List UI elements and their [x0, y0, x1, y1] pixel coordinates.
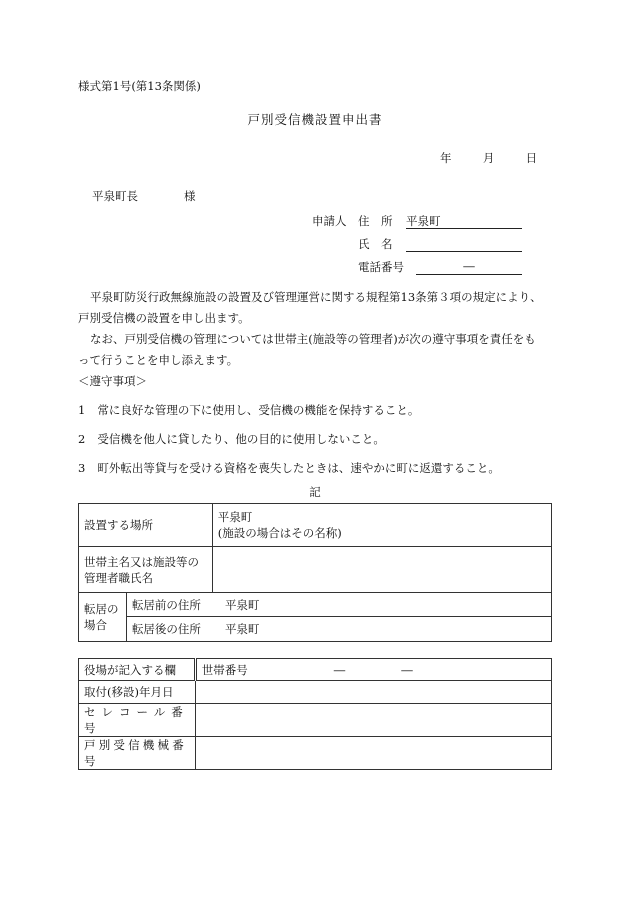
- address-field[interactable]: [406, 213, 522, 229]
- rule-item: [78, 400, 550, 421]
- table-row: [79, 704, 552, 737]
- ki-heading: 記: [309, 485, 321, 499]
- household-separator-1: ―: [333, 662, 346, 677]
- cellcall-number-label: セレコール番号: [79, 704, 196, 737]
- rule-text: 町外転出等貸与を受ける資格を喪失したときは、速やかに町に返還すること。: [97, 461, 500, 475]
- page-title: 戸別受信機設置申出書: [247, 112, 383, 127]
- name-underline: [406, 236, 522, 252]
- date-day: 日: [525, 151, 538, 165]
- date-year: 年: [440, 151, 452, 165]
- table-row: [79, 681, 552, 704]
- body-text: [78, 287, 550, 479]
- table-row: [79, 504, 552, 547]
- cellcall-number-field[interactable]: [195, 704, 551, 737]
- date-line: [440, 150, 537, 166]
- receiver-number-field[interactable]: [195, 737, 551, 770]
- body-line-4: って行うことを申し添えます。: [78, 353, 239, 367]
- household-number-field[interactable]: [195, 659, 551, 681]
- before-label: 転居前の住所: [131, 597, 201, 612]
- place-line-2: (施設の場合はその名称): [217, 526, 342, 540]
- body-line-1: 平泉町防災行政無線施設の設置及び管理運営に関する規程第13条第３項の規定により、: [90, 290, 542, 304]
- address-label: 住 所: [358, 214, 393, 228]
- after-address-field[interactable]: [126, 617, 551, 642]
- body-line-3: なお、戸別受信機の管理については世帯主(施設等の管理者)が次の遵守事項を責任をも: [90, 332, 536, 346]
- table-row: [79, 547, 552, 593]
- head-label: [79, 547, 213, 593]
- rule-item: [78, 429, 550, 450]
- table-row: [79, 593, 552, 617]
- table-row: [79, 617, 552, 642]
- phone-underline: [416, 259, 522, 275]
- after-value: 平泉町: [224, 622, 260, 636]
- install-date-label: 取付(移設)年月日: [79, 681, 196, 704]
- table-row: [79, 659, 552, 681]
- install-date-field[interactable]: [195, 681, 551, 704]
- place-line-1: 平泉町: [217, 510, 253, 524]
- date-month: 月: [482, 151, 495, 165]
- move-label-line-2: 場合: [84, 618, 107, 632]
- phone-field[interactable]: [416, 259, 522, 275]
- move-label-line-1: 転居の: [84, 602, 119, 616]
- office-table: [78, 658, 552, 770]
- form-number: 様式第1号(第13条関係): [78, 79, 201, 93]
- rule-number: 2: [78, 432, 86, 446]
- table-row: [79, 737, 552, 770]
- after-label: 転居後の住所: [131, 622, 201, 636]
- receiver-number-label: 戸別受信機械番号: [79, 737, 196, 770]
- name-label: 氏 名: [358, 237, 393, 251]
- name-field[interactable]: [406, 236, 522, 252]
- before-address-field[interactable]: [126, 593, 551, 617]
- address-prefix: 平泉町: [406, 214, 441, 228]
- head-name-field[interactable]: [212, 547, 551, 593]
- before-value: 平泉町: [224, 597, 260, 612]
- phone-separator: ―: [463, 259, 475, 273]
- rule-item: [78, 458, 550, 479]
- household-separator-2: ―: [401, 662, 413, 677]
- details-table: [78, 503, 552, 642]
- rule-text: 受信機を他人に貸したり、他の目的に使用しないこと。: [97, 432, 385, 446]
- office-label: 役場が記入する欄: [79, 659, 196, 681]
- body-line-2: 戸別受信機の設置を申し出ます。: [78, 311, 250, 325]
- rules-header: ＜遵守事項＞: [78, 374, 147, 388]
- rule-number: 3: [78, 461, 86, 475]
- address-underline: [406, 213, 522, 229]
- rule-text: 常に良好な管理の下に使用し、受信機の機能を保持すること。: [97, 403, 420, 417]
- rule-number: 1: [78, 403, 86, 417]
- place-field[interactable]: [212, 504, 551, 547]
- move-label: [79, 593, 127, 642]
- household-label: 世帯番号: [201, 662, 248, 677]
- addressee-name: 平泉町長: [92, 189, 138, 203]
- applicant-role: 申請人: [312, 214, 347, 228]
- addressee-honorific: 様: [184, 189, 196, 203]
- place-label: 設置する場所: [79, 504, 213, 547]
- head-label-line-2: 管理者職氏名: [84, 570, 153, 585]
- head-label-line-1: 世帯主名又は施設等の: [84, 554, 199, 569]
- phone-label: 電話番号: [358, 260, 404, 274]
